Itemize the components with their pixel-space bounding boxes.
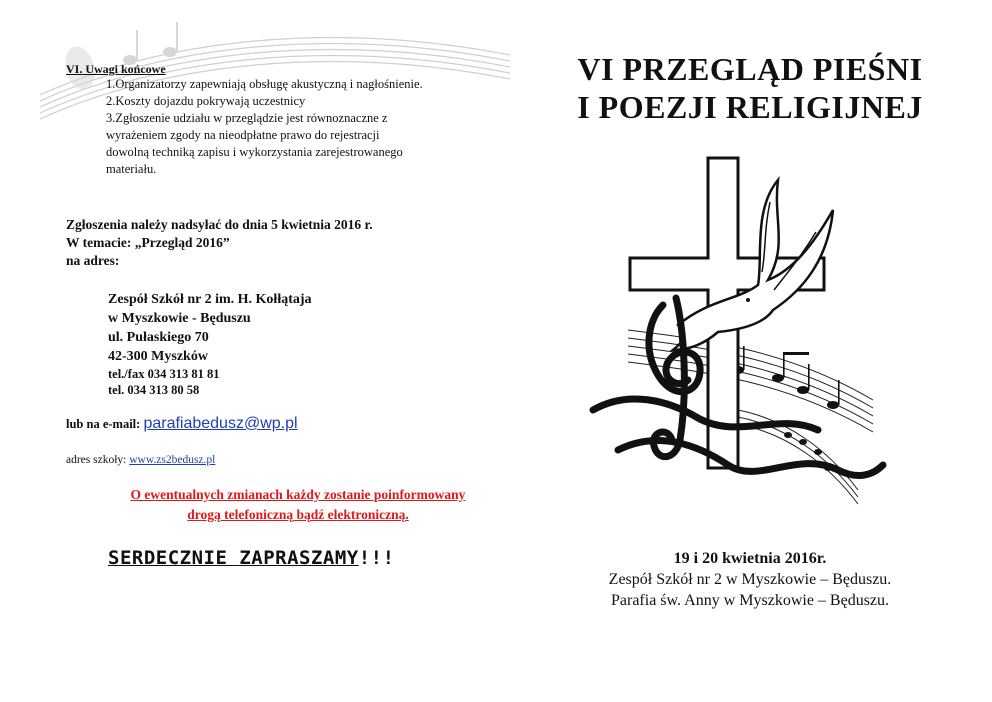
venue-line: Parafia św. Anny w Myszkowie – Będuszu.	[610, 592, 890, 609]
section-title: VI. Uwagi końcowe	[66, 62, 166, 76]
submission-line: Zgłoszenia należy nadsyłać do dnia 5 kwietnia 2016 r.	[66, 217, 373, 232]
note-line: wyrażeniem zgody na nieodpłatne prawo do rejestracji	[106, 128, 380, 142]
event-title	[530, 50, 970, 126]
email-label: lub na e-mail:	[66, 417, 141, 431]
address-line: Zespół Szkół nr 2 im. H. Kołłątaja	[108, 292, 312, 307]
invitation-text: SERDECZNIE ZAPRASZAMY	[108, 547, 359, 569]
notice-line: drogą telefoniczną bądź elektroniczną.	[187, 507, 409, 522]
postal-address	[108, 290, 312, 398]
site-link[interactable]: www.zs2bedusz.pl	[129, 454, 216, 466]
note-line: 2.Koszty dojazdu pokrywają uczestnicy	[106, 94, 306, 108]
site-row	[66, 454, 215, 466]
note-line: 1.Organizatorzy zapewniają obsługę akustyczną i nagłośnienie.	[106, 77, 423, 91]
note-line: materiału.	[106, 162, 157, 176]
email-link[interactable]: parafiabedusz@wp.pl	[143, 415, 298, 432]
notes-list	[106, 76, 486, 178]
venue-line: Zespół Szkół nr 2 w Myszkowie – Będuszu.	[608, 571, 892, 588]
note-line: dowolną techniką zapisu i wykorzystania zarejestrowanego	[106, 145, 403, 159]
submission-info	[66, 216, 373, 270]
address-line: 42-300 Myszków	[108, 349, 208, 364]
address-line: w Myszkowie - Będuszu	[108, 311, 251, 326]
phone-line: tel./fax 034 313 81 81	[108, 367, 220, 381]
invitation	[108, 547, 395, 569]
email-row	[66, 415, 298, 433]
change-notice	[66, 485, 530, 525]
submission-line: na adres:	[66, 253, 120, 268]
cross-dove-music-emblem	[588, 150, 888, 510]
notice-line: O ewentualnych zmianach każdy zostanie poinformowany	[130, 487, 466, 502]
address-line: ul. Pułaskiego 70	[108, 330, 209, 345]
note-line: 3.Zgłoszenie udziału w przeglądzie jest równoznaczne z	[106, 111, 388, 125]
invitation-exclaim: !!!	[358, 547, 395, 569]
phone-line: tel. 034 313 80 58	[108, 383, 200, 397]
submission-line: W temacie: „Przegląd 2016”	[66, 235, 230, 250]
site-label: adres szkoły:	[66, 454, 127, 466]
event-date: 19 i 20 kwietnia 2016r.	[673, 550, 827, 567]
title-line: VI PRZEGLĄD PIEŚNI	[577, 51, 923, 87]
event-dates	[540, 548, 960, 611]
title-line: I POEZJI RELIGIJNEJ	[577, 89, 923, 125]
